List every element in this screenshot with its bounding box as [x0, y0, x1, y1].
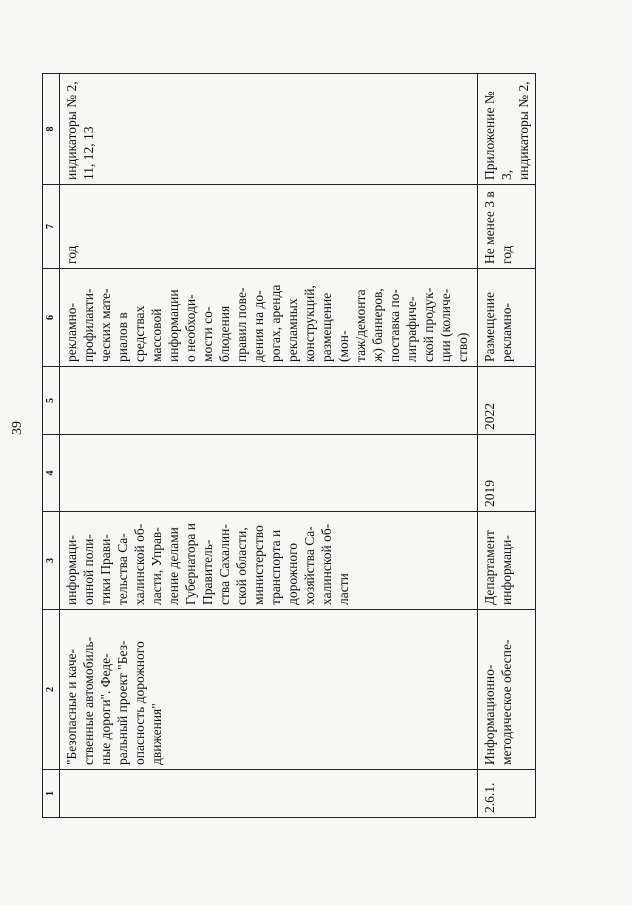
cell-name: Информационно- методическое обеспе-	[478, 610, 536, 770]
cell-name: "Безопасные и каче- ственные автомобиль- ные дороги". Феде- ральный проект "Без- опасность дорожного движения"	[60, 610, 478, 770]
cell-link: Приложение № 3, индикаторы № 2,	[478, 74, 536, 185]
page-number: 39	[10, 421, 25, 435]
cell-executor: информаци- онной поли- тики Прави- тельства Са- халинской об- ласти, Управ- ление делами Губернатора и Правитель- ства Сахалин- ской области, министерство транспорта и дорожного хозяйства Са- халинской об- ласти	[60, 512, 478, 610]
col-header-2: 2	[43, 610, 60, 770]
col-header-7: 7	[43, 185, 60, 269]
table-row	[478, 74, 536, 818]
cell-number: 2.6.1.	[478, 770, 536, 818]
header-row	[43, 74, 60, 818]
cell-start-year	[60, 435, 478, 512]
cell-end-year	[60, 367, 478, 435]
col-header-4: 4	[43, 435, 60, 512]
col-header-3: 3	[43, 512, 60, 610]
cell-link: индикаторы № 2, 11, 12, 13	[60, 74, 478, 185]
cell-end-year: 2022	[478, 367, 536, 435]
col-header-8: 8	[43, 74, 60, 185]
cell-start-year: 2019	[478, 435, 536, 512]
col-header-5: 5	[43, 367, 60, 435]
table-row	[60, 74, 478, 818]
cell-value: год	[60, 185, 478, 269]
cell-value: Не менее 3 в год	[478, 185, 536, 269]
cell-number	[60, 770, 478, 818]
cell-measure: Размещение рекламно-	[478, 269, 536, 367]
cell-measure: рекламно- профилакти- ческих мате- риалов в средствах массовой информации о необходи- мости со- блюдения правил пове- дения на до- рогах, аренда рекламных конструкций, размещение (мон- таж/демонта ж) баннеров, поставка по- лиграфиче- ской продук- ции (количе- ство)	[60, 269, 478, 367]
program-table	[42, 73, 536, 818]
cell-executor: Департамент информаци-	[478, 512, 536, 610]
col-header-1: 1	[43, 770, 60, 818]
col-header-6: 6	[43, 269, 60, 367]
